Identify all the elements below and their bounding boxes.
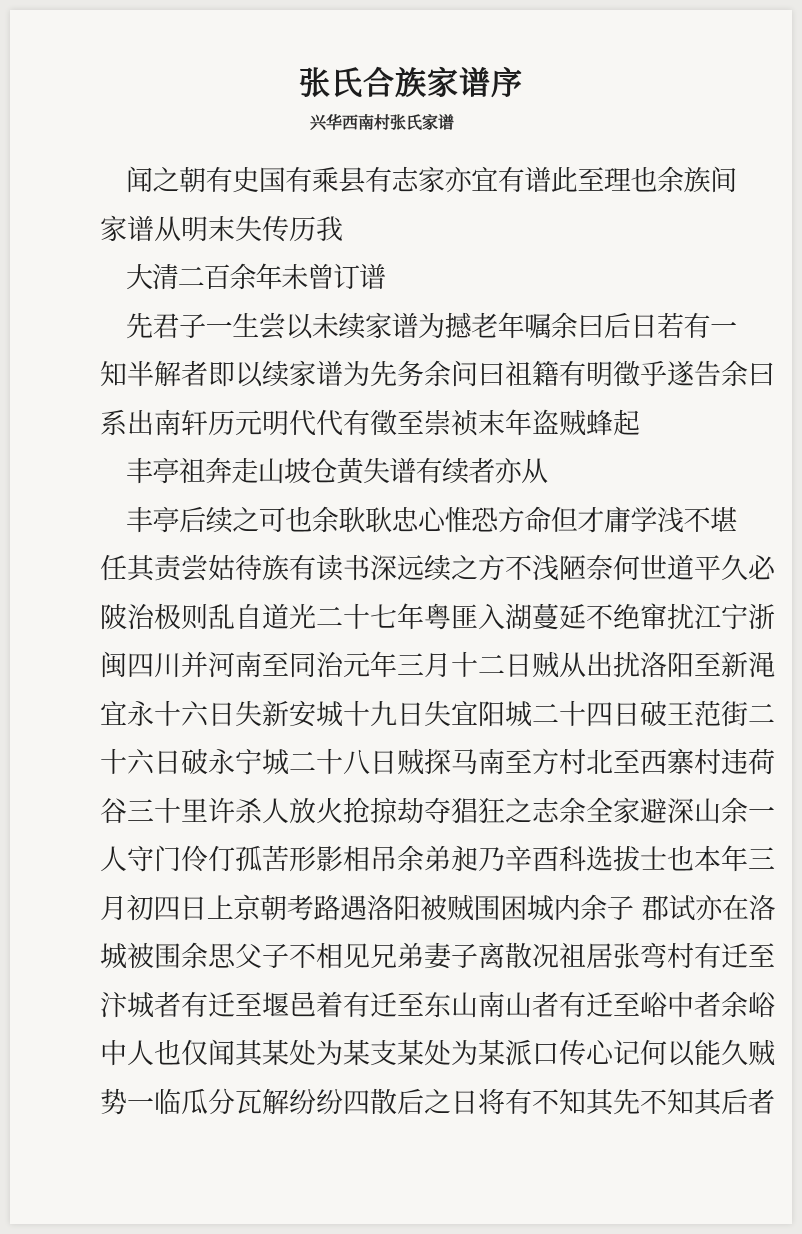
text-line: 丰亭后续之可也余耿耿忠心惟恐方命但才庸学浅不堪 (126, 505, 737, 537)
text-line: 任其责尝姑待族有读书深远续之方不浅陋奈何世道平久必 (100, 554, 775, 585)
document-subtitle: 兴华西南村张氏家谱 (310, 113, 455, 132)
text-line: 人守门伶仃孤苦形影相吊余弟昶乃辛酉科选拔士也本年三 (100, 845, 775, 876)
text-line: 家谱从明末失传历我 (100, 214, 343, 246)
text-line: 城被围余思父子不相见兄弟妻子离散况祖居张弯村有迁至 (100, 942, 775, 973)
text-line: 谷三十里许杀人放火抢掠劫夺猖狂之志余全家避深山余一 (100, 796, 775, 828)
text-line: 知半解者即以续家谱为先务余问曰祖籍有明徵乎遂告余曰 (100, 360, 775, 391)
text-line: 大清二百余年未曾订谱 (126, 263, 385, 294)
text-line: 系出南轩历元明代代有徵至崇祯末年盗贼蜂起 (100, 408, 640, 440)
text-line: 先君子一生尝以未续家谱为撼老年嘱余曰后日若有一 (126, 311, 737, 343)
text-line: 丰亭祖奔走山坡仓黄失谱有续者亦从 (126, 457, 548, 488)
text-line: 宜永十六日失新安城十九日失宜阳城二十四日破王范街二 (100, 699, 775, 731)
document-page (10, 10, 792, 1224)
document-title: 张氏合族家谱序 (299, 66, 523, 102)
text-line: 势一临瓜分瓦解纷纷四散后之日将有不知其先不知其后者 (100, 1087, 775, 1119)
document-body (100, 158, 776, 1128)
text-line: 十六日破永宁城二十八日贼探马南至方村北至西寨村违荷 (100, 748, 775, 779)
text-line: 闻之朝有史国有乘县有志家亦宜有谱此至理也余族间 (126, 166, 737, 197)
text-line: 陂治极则乱自道光二十七年粤匪入湖蔓延不绝窜扰江宁浙 (100, 602, 775, 634)
text-line: 月初四日上京朝考路遇洛阳被贼围困城内余子 郡试亦在洛 (100, 893, 776, 925)
text-line: 中人也仅闻其某处为某支某处为某派口传心记何以能久贼 (100, 1039, 775, 1070)
text-line: 闽四川并河南至同治元年三月十二日贼从出扰洛阳至新渑 (100, 651, 775, 682)
text-line: 汴城者有迁至堰邑着有迁至东山南山者有迁至峪中者余峪 (100, 990, 775, 1022)
